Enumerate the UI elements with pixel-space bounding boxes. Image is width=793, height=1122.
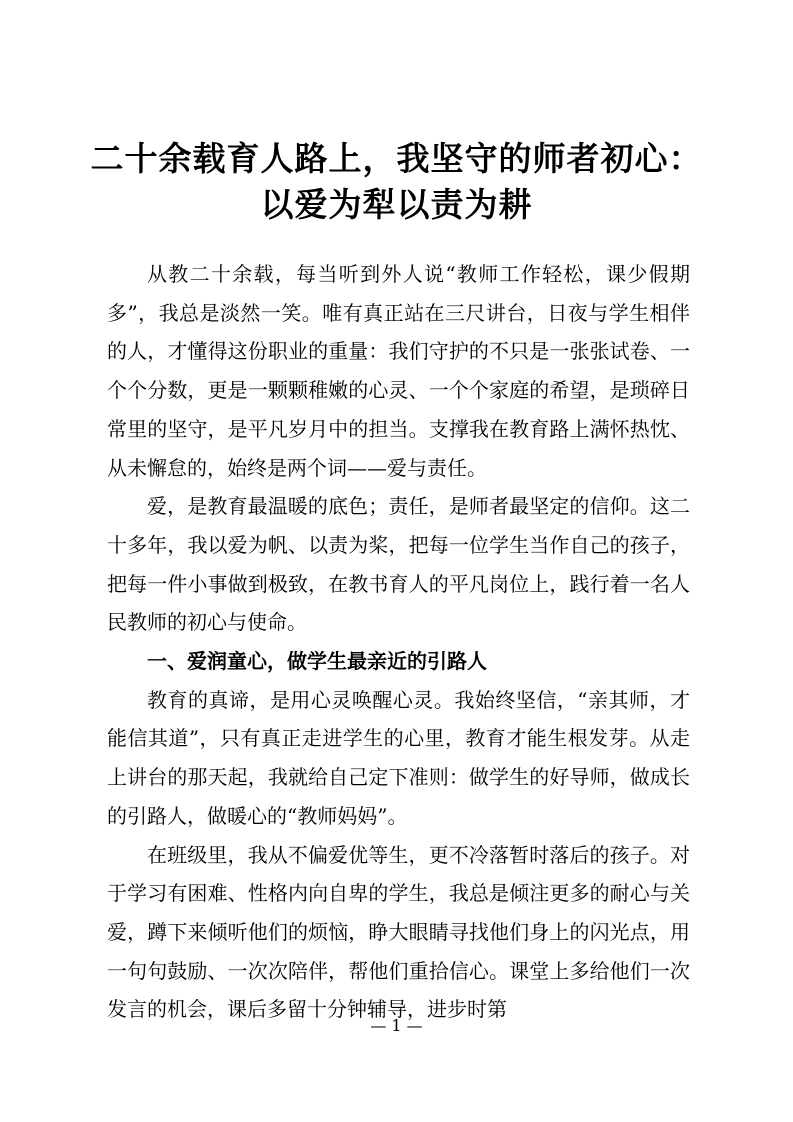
document-body — [107, 255, 690, 1029]
paragraph: 在班级里，我从不偏爱优等生，更不冷落暂时落后的孩子。对于学习有困难、性格内向自卑的学生，我总是倾注更多的耐心与关爱，蹲下来倾听他们的烦恼，睁大眼睛寻找他们身上的闪光点，用一句句鼓励、一次次陪伴，帮他们重拾信心。课堂上多给他们一次发言的机会，课后多留十分钟辅导，进步时第 — [107, 842, 690, 1022]
paragraph: 从教二十余载，每当听到外人说“教师工作轻松，课少假期多”，我总是淡然一笑。唯有真正站在三尺讲台，日夜与学生相伴的人，才懂得这份职业的重量：我们守护的不只是一张张试卷、一个个分数，更是一颗颗稚嫩的心灵、一个个家庭的希望，是琐碎日常里的坚守，是平凡岁月中的担当。支撑我在教育路上满怀热忱、从未懈怠的，始终是两个词——爱与责任。 — [107, 262, 690, 480]
page-number: — 1 — — [370, 1016, 423, 1035]
section-heading: 一、爱润童心，做学生最亲近的引路人 — [147, 649, 487, 674]
title-line-1: 二十余载育人路上，我坚守的师者初心： — [90, 139, 703, 178]
document-title — [60, 136, 733, 228]
title-line-2: 以爱为犁以责为耕 — [260, 185, 533, 224]
paragraph: 教育的真谛，是用心灵唤醒心灵。我始终坚信，“亲其师，才能信其道”，只有真正走进学生的心里，教育才能生根发芽。从走上讲台的那天起，我就给自己定下准则：做学生的好导师，做成长的引路人，做暖心的“教师妈妈”。 — [107, 687, 690, 828]
paragraph: 爱，是教育最温暖的底色；责任，是师者最坚定的信仰。这二十多年，我以爱为帆、以责为桨，把每一位学生当作自己的孩子，把每一件小事做到极致，在教书育人的平凡岗位上，践行着一名人民教师的初心与使命。 — [107, 494, 690, 635]
